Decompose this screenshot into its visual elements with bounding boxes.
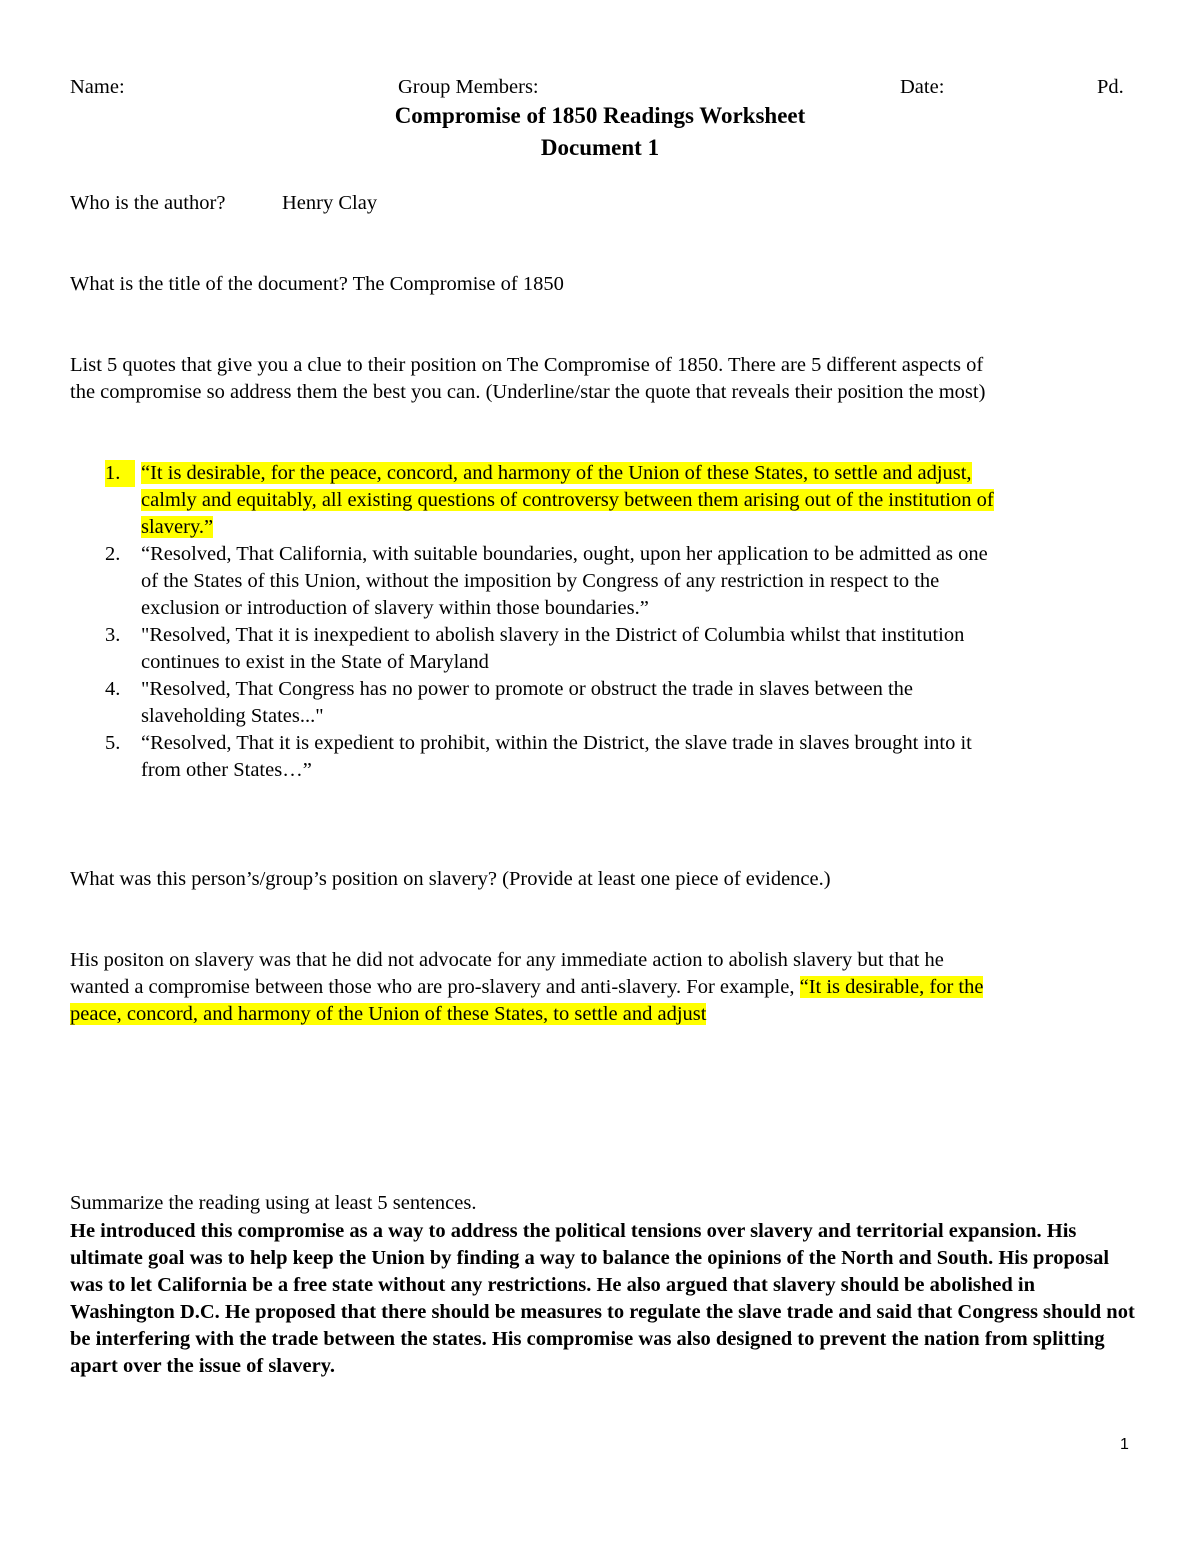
title-question-line bbox=[70, 271, 564, 298]
quote-line: slavery.” bbox=[141, 516, 214, 538]
quote-number: 2. bbox=[105, 543, 121, 565]
quote-number: 5. bbox=[105, 732, 121, 754]
quote-line: exclusion or introduction of slavery within those boundaries.” bbox=[141, 597, 649, 619]
summary-prompt: Summarize the reading using at least 5 sentences. bbox=[70, 1192, 477, 1214]
author-answer: Henry Clay bbox=[282, 192, 378, 214]
position-evidence-highlight: peace, concord, and harmony of the Union of these States, to settle and adjust bbox=[70, 1003, 707, 1025]
quote-line: continues to exist in the State of Maryland bbox=[141, 651, 489, 673]
quote-line: of the States of this Union, without the imposition by Congress of any restriction in respect to the bbox=[141, 570, 940, 592]
position-evidence-highlight: “It is desirable, for the bbox=[799, 976, 984, 998]
position-answer-line-1: His positon on slavery was that he did not advocate for any immediate action to abolish slavery but that he bbox=[70, 949, 944, 971]
quote-line: “Resolved, That it is expedient to prohibit, within the District, the slave trade in slaves brought into it bbox=[141, 732, 972, 754]
quote-line: "Resolved, That it is inexpedient to abolish slavery in the District of Columbia whilst that institution bbox=[141, 624, 965, 646]
summary-text: He introduced this compromise as a way to address the political tensions over slavery and territorial expansion. His ultimate goal was to help keep the Union by finding a way to balance the opinions of the North and South. His proposal was to let California be a free state without any restrictions. He also argued that slavery should be abolished in Washington D.C. He proposed that there should be measures to regulate the slave trade and said that Congress should not be interfering with the trade between the states. His compromise was also designed to prevent the nation from splitting apart over the issue of slavery. bbox=[70, 1220, 1135, 1377]
position-question: What was this person’s/group’s position on slavery? (Provide at least one piece of evidence.) bbox=[70, 868, 831, 890]
document-subtitle: Document 1 bbox=[540, 135, 660, 160]
quote-line: “It is desirable, for the peace, concord, and harmony of the Union of these States, to settle and adjust, bbox=[141, 462, 972, 484]
page-number: 1 bbox=[1120, 1436, 1129, 1453]
group-members-label: Group Members: bbox=[398, 76, 539, 98]
instructions-line-1: List 5 quotes that give you a clue to their position on The Compromise of 1850. There are 5 different aspects of bbox=[70, 354, 984, 376]
author-question: Who is the author? bbox=[70, 192, 226, 214]
date-label: Date: bbox=[900, 76, 945, 98]
quote-number: 3. bbox=[105, 624, 121, 646]
quote-line: "Resolved, That Congress has no power to promote or obstruct the trade in slaves between the bbox=[141, 678, 914, 700]
position-answer-line-2 bbox=[70, 974, 983, 1001]
title-question: What is the title of the document? bbox=[70, 273, 348, 295]
position-answer-text: wanted a compromise between those who are pro-slavery and anti-slavery. For example, bbox=[70, 976, 800, 998]
name-label: Name: bbox=[70, 76, 125, 98]
worksheet-title: Compromise of 1850 Readings Worksheet bbox=[394, 103, 806, 128]
period-label: Pd. bbox=[1097, 76, 1124, 98]
quote-line: slaveholding States..." bbox=[141, 705, 324, 727]
instructions-line-2: the compromise so address them the best you can. (Underline/star the quote that reveals their position the most) bbox=[70, 381, 986, 403]
position-answer-line-3 bbox=[70, 1001, 706, 1028]
quote-line: calmly and equitably, all existing questions of controversy between them arising out of the institution of bbox=[141, 489, 994, 511]
quote-line: from other States…” bbox=[141, 759, 312, 781]
quote-line: “Resolved, That California, with suitable boundaries, ought, upon her application to be admitted as one bbox=[141, 543, 988, 565]
quote-number: 1. bbox=[105, 460, 135, 487]
quote-number: 4. bbox=[105, 678, 121, 700]
title-answer: The Compromise of 1850 bbox=[352, 273, 564, 295]
